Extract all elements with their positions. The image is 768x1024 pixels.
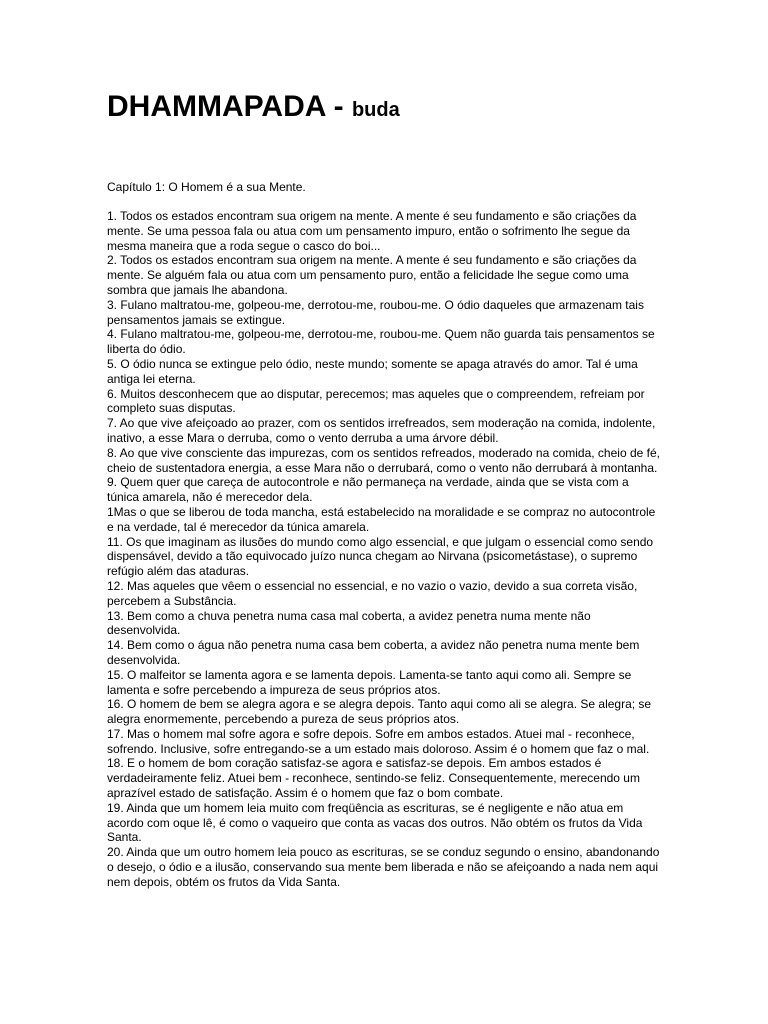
verse: 7. Ao que vive afeiçoado ao prazer, com os sentidos irrefreados, sem moderação na comida, indolente, inativo, a esse Mara o derruba, como o vento derruba a uma árvore débil. [107, 416, 656, 445]
verse: 3. Fulano maltratou-me, golpeou-me, derrotou-me, roubou-me. O ódio daqueles que armazenam tais pensamentos jamais se extingue. [107, 297, 644, 327]
verse: 14. Bem como o água não penetra numa casa bem coberta, a avidez não penetra numa mente bem desenvolvida. [107, 638, 640, 667]
verse: 15. O malfeitor se lamenta agora e se lamenta depois. Lamenta-se tanto aqui como ali. Sempre se lamenta e sofre percebendo a impureza de seus próprios atos. [107, 667, 632, 697]
verse: 13. Bem como a chuva penetra numa casa mal coberta, a avidez penetra numa mente não desenvolvida. [107, 608, 591, 638]
verse: 12. Mas aqueles que vêem o essencial no essencial, e no vazio o vazio, devido a sua correta visão, percebem a Substância. [107, 578, 638, 608]
verse: 8. Ao que vive consciente das impurezas, com os sentidos refreados, moderado na comida, cheio de fé, cheio de sustentadora energia, a esse Mara não o derrubará, como o vento não derrubará à montanha. [107, 445, 660, 475]
verse: 19. Ainda que um homem leia muito com freqüência as escrituras, se é negligente e não atua em acordo com oque lê, é como o vaqueiro que conta as vacas dos outros. Não obtém os frutos da Vida Santa. [107, 800, 643, 845]
verse: 11. Os que imaginam as ilusões do mundo como algo essencial, e que julgam o essencial como sendo dispensável, devido a tão equivocado juízo nunca chegam ao Nirvana (psicometástase), o supremo refúgio além das ataduras. [107, 534, 654, 579]
verse-list [107, 209, 663, 890]
verse: 5. O ódio nunca se extingue pelo ódio, neste mundo; somente se apaga através do amor. Tal é uma antiga lei eterna. [107, 356, 638, 386]
verse: 16. O homem de bem se alegra agora e se alegra depois. Tanto aqui como ali se alegra. Se alegra; se alegra enormemente, percebendo a pureza de seus próprios atos. [107, 697, 652, 727]
verse: 20. Ainda que um outro homem leia pouco as escrituras, se se conduz segundo o ensino, abandonando o desejo, o ódio e a ilusão, conservando sua mente bem liberada e não se afeiçoando a nada nem aqui nem depois, obtém os frutos da Vida Santa. [107, 845, 660, 889]
document-title [107, 92, 400, 122]
verse: 17. Mas o homem mal sofre agora e sofre depois. Sofre em ambos estados. Atuei mal - reconhece, sofrendo. Inclusive, sofre entregando-se a um estado mais doloroso. Assim é o homem que faz o mal. [107, 726, 650, 756]
verse: 18. E o homem de bom coração satisfaz-se agora e satisfaz-se depois. Em ambos estados é verdadeiramente feliz. Atuei bem - reconhece, sentindo-se feliz. Consequentemente, merecendo um aprazível estado de satisfação. Assim é o homem que faz o bom combate. [107, 756, 640, 801]
verse: 9. Quem quer que careça de autocontrole e não permaneça na verdade, ainda que se vista com a túnica amarela, não é merecedor dela. [107, 475, 629, 505]
verse: 2. Todos os estados encontram sua origem na mente. A mente é seu fundamento e são criações da mente. Se alguém fala ou atua com um pensamento puro, então a felicidade lhe segue como uma sombra que jamais lhe abandona. [107, 253, 637, 297]
chapter-heading: Capítulo 1: O Homem é a sua Mente. [107, 180, 306, 194]
verse: 6. Muitos desconhecem que ao disputar, perecemos; mas aqueles que o compreendem, refreiam por completo suas disputas. [107, 386, 645, 416]
verse: 1Mas o que se liberou de toda mancha, está estabelecido na moralidade e se compraz no autocontrole e na verdade, tal é merecedor da túnica amarela. [107, 504, 656, 534]
verse: 4. Fulano maltratou-me, golpeou-me, derrotou-me, roubou-me. Quem não guarda tais pensamentos se liberta do ódio. [107, 327, 655, 357]
title-main: DHAMMAPADA - [107, 90, 352, 123]
verse: 1. Todos os estados encontram sua origem na mente. A mente é seu fundamento e são criações da mente. Se uma pessoa fala ou atua com um pensamento impuro, então o sofrimento lhe segue da mesma maneira que a roda segue o casco do boi... [107, 209, 637, 253]
title-author: buda [351, 99, 400, 121]
